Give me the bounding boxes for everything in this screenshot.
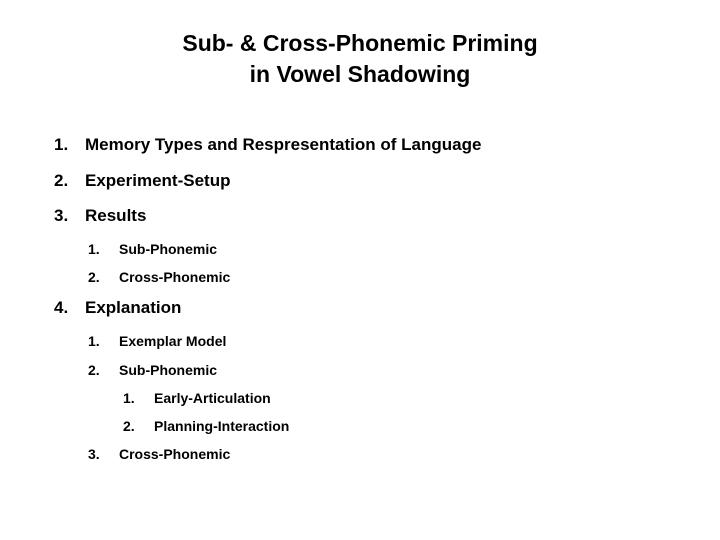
outline-item-text: Exemplar Model: [119, 333, 227, 349]
outline-item-text: Explanation: [85, 298, 182, 317]
outline-item-number: 2.: [54, 171, 69, 190]
slide-title-line-2: in Vowel Shadowing: [249, 61, 471, 87]
outline-item-text: Sub-Phonemic: [119, 241, 218, 257]
outline-item-number: 1.: [123, 390, 135, 406]
outline-item-number: 1.: [88, 333, 100, 349]
outline-item-text: Experiment-Setup: [85, 171, 231, 190]
outline-item-number: 1.: [54, 135, 69, 154]
outline-item-text: Planning-Interaction: [154, 418, 290, 434]
outline-item-number: 4.: [54, 298, 69, 317]
outline-item-text: Cross-Phonemic: [119, 446, 231, 462]
outline-item-number: 2.: [88, 269, 100, 285]
outline-item-number: 2.: [123, 418, 135, 434]
outline-item-text: Sub-Phonemic: [119, 362, 218, 378]
outline-item-number: 3.: [54, 206, 69, 225]
outline-item-number: 3.: [88, 446, 100, 462]
outline-item-text: Results: [85, 206, 147, 225]
outline-item-number: 1.: [88, 241, 100, 257]
outline-item-text: Early-Articulation: [154, 390, 271, 406]
outline-item-text: Memory Types and Respresentation of Language: [85, 135, 482, 154]
slide-title-line-1: Sub- & Cross-Phonemic Priming: [182, 30, 538, 56]
outline-item-number: 2.: [88, 362, 100, 378]
outline-item-text: Cross-Phonemic: [119, 269, 231, 285]
